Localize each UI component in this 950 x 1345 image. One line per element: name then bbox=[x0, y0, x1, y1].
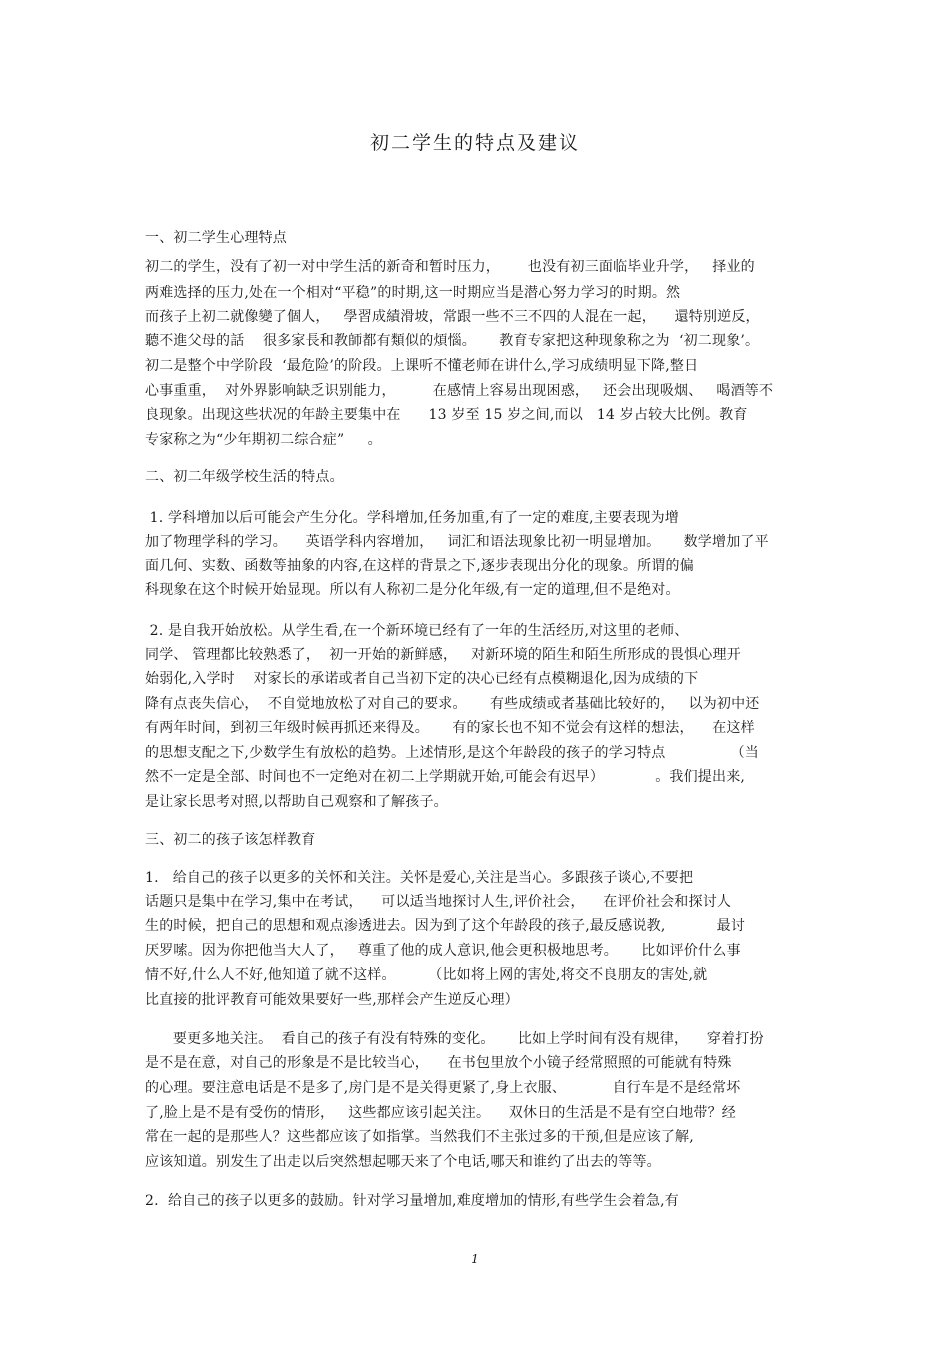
paragraph-line: 聽不進父母的話 很多家長和教師都有類似的煩惱。 教育专家把这种现象称之为 ‘初二现象’。 bbox=[145, 333, 760, 349]
paragraph-line: 应该知道。别发生了出走以后突然想起哪天来了个电话,哪天和谁约了出去的等等。 bbox=[145, 1154, 661, 1170]
document-title: 初二学生的特点及建议 bbox=[369, 132, 580, 154]
section-heading-2: 二、初二年级学校生活的特点。 bbox=[145, 469, 344, 485]
paragraph-line: 的思想支配之下,少数学生有放松的趋势。上述情形,是这个年龄段的孩子的学习特点 （当 bbox=[145, 745, 760, 761]
paragraph-line: 有两年时间，到初三年级时候再抓还来得及。 有的家长也不知不觉会有这样的想法， 在这样 bbox=[145, 720, 755, 736]
paragraph-line: 始弱化,入学时 对家长的承诺或者自己当初下定的决心已经有点模糊退化,因为成绩的下 bbox=[145, 671, 699, 687]
paragraph-line: 是让家长思考对照,以帮助自己观察和了解孩子。 bbox=[145, 794, 448, 810]
paragraph-line: 同学、 管理都比较熟悉了， 初一开始的新鲜感， 对新环境的陌生和陌生所形成的畏惧心理开 bbox=[145, 647, 741, 663]
paragraph-line: 比直接的批评教育可能效果要好一些,那样会产生逆反心理） bbox=[145, 992, 519, 1008]
paragraph-line: 然不一定是全部、时间也不一定绝对在初二上学期就开始,可能会有迟早） 。我们提出来, bbox=[145, 769, 746, 785]
paragraph-line: 的心理。要注意电话是不是多了,房门是不是关得更紧了,身上衣服、 自行车是不是经常坏 bbox=[145, 1080, 741, 1096]
paragraph-line: 1. 学科增加以后可能会产生分化。学科增加,任务加重,有了一定的难度,主要表现为增 bbox=[145, 510, 680, 526]
paragraph-line: 面几何、实数、函数等抽象的内容,在这样的背景之下,逐步表现出分化的现象。所谓的偏 bbox=[145, 558, 694, 574]
paragraph-line: 是不是在意，对自己的形象是不是比较当心， 在书包里放个小镜子经常照照的可能就有特殊 bbox=[145, 1055, 732, 1071]
paragraph-line: 两难选择的压力,处在一个相对“平稳”的时期,这一时期应当是潜心努力学习的时期。然 bbox=[145, 285, 681, 301]
paragraph-line: 要更多地关注。 看自己的孩子有没有特殊的变化。 比如上学时间有没有规律， 穿着打扮 bbox=[145, 1031, 764, 1047]
paragraph-line: 初二是整个中学阶段 ‘最危险’的阶段。上课听不懂老师在讲什么,学习成绩明显下降,整日 bbox=[145, 358, 699, 374]
paragraph-line: 专家称之为“少年期初二综合症” 。 bbox=[145, 432, 382, 448]
paragraph-line: 心事重重， 对外界影响缺乏识别能力， 在感情上容易出现困惑， 还会出现吸烟、 喝酒等不 bbox=[145, 383, 774, 399]
paragraph-line: 降有点丧失信心， 不自觉地放松了对自己的要求。 有些成绩或者基础比较好的， 以为初中还 bbox=[145, 696, 760, 712]
paragraph-line: 常在一起的是那些人？这些都应该了如指掌。当然我们不主张过多的干预,但是应该了解, bbox=[145, 1129, 694, 1145]
paragraph-line: 2. 给自己的孩子以更多的鼓励。针对学习量增加,难度增加的情形,有些学生会着急,有 bbox=[145, 1193, 680, 1209]
paragraph-line: 了,脸上是不是有受伤的情形， 这些都应该引起关注。 双休日的生活是不是有空白地带？经 bbox=[145, 1105, 736, 1121]
section-heading-1: 一、初二学生心理特点 bbox=[145, 230, 287, 246]
paragraph-line: 生的时候，把自己的思想和观点渗透进去。因为到了这个年龄段的孩子,最反感说教, 最讨 bbox=[145, 918, 746, 934]
paragraph-line: 厌罗嗦。因为你把他当大人了， 尊重了他的成人意识,他会更积极地思考。 比如评价什么事 bbox=[145, 943, 741, 959]
paragraph-line: 2. 是自我开始放松。从学生看,在一个新环境已经有了一年的生活经历,对这里的老师、 bbox=[145, 623, 689, 639]
paragraph-line: 初二的学生，没有了初一对中学生活的新奇和暂时压力， 也没有初三面临毕业升学， 择业的 bbox=[145, 259, 755, 275]
section-heading-3: 三、初二的孩子该怎样教育 bbox=[145, 832, 316, 848]
paragraph-line: 1. 给自己的孩子以更多的关怀和关注。关怀是爱心,关注是当心。多跟孩子谈心,不要把 bbox=[145, 870, 694, 886]
paragraph-line: 而孩子上初二就像變了個人， 學習成績滑坡，常跟一些不三不四的人混在一起， 還特別逆反， bbox=[145, 309, 760, 325]
page-number: 1 bbox=[471, 1252, 479, 1266]
paragraph-line: 话题只是集中在学习,集中在考试， 可以适当地探讨人生,评价社会， 在评价社会和探讨人 bbox=[145, 894, 732, 910]
paragraph-line: 良现象。出现这些状况的年龄主要集中在 13 岁至 15 岁之间,而以 14 岁占较大比例。教育 bbox=[145, 407, 748, 423]
paragraph-line: 情不好,什么人不好,他知道了就不这样。 （比如将上网的害处,将交不良朋友的害处,就 bbox=[145, 967, 708, 983]
paragraph-line: 科现象在这个时候开始显现。所以有人称初二是分化年级,有一定的道理,但不是绝对。 bbox=[145, 582, 680, 598]
paragraph-line: 加了物理学科的学习。 英语学科内容增加， 词汇和语法现象比初一明显增加。 数学增加了平 bbox=[145, 534, 769, 550]
